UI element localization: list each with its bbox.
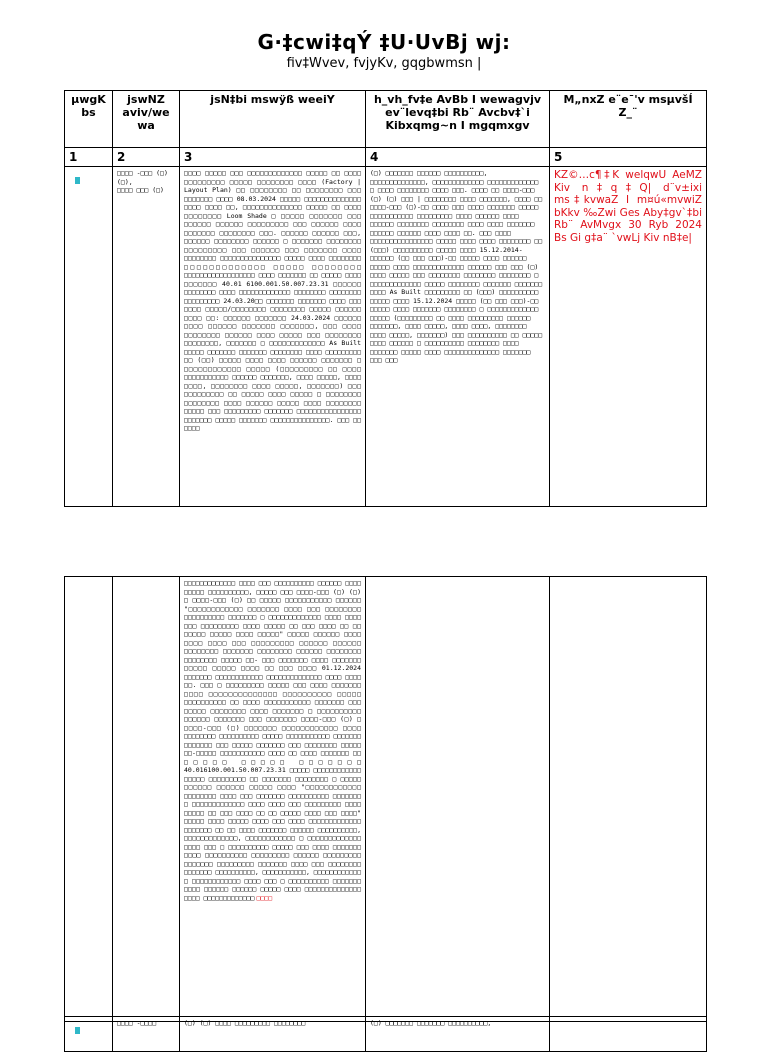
row2-section-cell bbox=[113, 577, 180, 1022]
page-subtitle: fiv‡Wvev, fvjyKv, gqgbwmsn | bbox=[286, 56, 482, 71]
row1-section-line2: □□□□ □□□ (□) bbox=[117, 186, 164, 194]
header-violation-description: jsN‡bi mswÿß weeiY bbox=[180, 91, 366, 148]
row3-section-cell bbox=[113, 1017, 180, 1052]
table-row bbox=[65, 1017, 707, 1052]
row2-description-cell bbox=[180, 577, 366, 1022]
row1-description-cell bbox=[180, 167, 366, 507]
row3-actions-text: (□) □□□□□□□ □□□□□□□ □□□□□□□□□□, bbox=[370, 1019, 492, 1027]
header-serial-number: µwgK bs bbox=[65, 91, 113, 148]
row1-section-cell bbox=[113, 167, 180, 507]
row3-description-cell bbox=[180, 1017, 366, 1052]
cursor-marker-icon bbox=[75, 1027, 80, 1034]
row1-section-line1: □□□□ -□□□ (□) (□), bbox=[117, 169, 168, 186]
column-number-2: 2 bbox=[113, 148, 180, 167]
row1-action-taken-cell bbox=[550, 167, 707, 507]
row2-actions-cell bbox=[366, 577, 550, 1022]
column-number-5: 5 bbox=[550, 148, 707, 167]
column-number-4: 4 bbox=[366, 148, 550, 167]
row1-description-text: □□□□ □□□□□ □□□ □□□□□□□□□□□□□ □□□□□ □□ □□□□ □□□□□□□□□ □□□□□ □□□□□□□□ □□□□ (Factory | Layout Plan) □□ □□□□□□□□ □□ □□□□□□□□ □□□ □□□□□□□ □□□□ 08.03.2024 □□□□□ □□□□□□□□□□□□□□ □□□□ □□□□ □□, □□□□□□□□□□□□□□ □□□□□ □□ □□□□ □□□□□□□□ Loom Shade □ □□□□□ □□□□□□□ □□□ □□□□□□ □□□□□□ □□□□□□□□□ □□□ □□□□□□ □□□□ □□□□□□□ □□□□□□□□ □□□. □□□□□□ □□□□□□ □□□, □□□□□□ □□□□□□□□ □□□□□□ □ □□□□□□□ □□□□□□□□ □□□□□□□□□ □□□ □□□□□□ □□□ □□□□□□□ □□□□ □□□□□□□□ □□□□□□□□□□□□□□□ □□□□□ □□□□ □□□□□□□□ □□□□□□□□□□□□□ □□□□□ □□□□□□□□ □□□□□□□□□□□□□□□□□□ □□□□ □□□□□□□ □□ □□□□□ □□□□ □□□□□□□ 40.01 6100.001.50.007.23.31 □□□□□□ □□□□□□□□ □□□□ □□□□□□□□□□□□□ □□□□□□□□ □□□□□□□□ □□□□□□□□□ 24.03.20□□ □□□□□□□ □□□□□□□ □□□□ □□□ □□□□ □□□□□/□□□□□□□□ □□□□□□□□ □□□□□ □□□□□□ □□□□ □□: □□□□□□ □□□□□□□ 24.03.2024 □□□□□□ □□□□ □□□□□□ □□□□□□□ □□□□□□□, □□□ □□□□ □□□□□□□□ □□□□□□ □□□□ □□□□□ □□□ □□□□□□□□ □□□□□□□□, □□□□□□□ □ □□□□□□□□□□□□□ As Built □□□□□ □□□□□□□ □□□□□□□ □□□□□□□□ □□□□ □□□□□□□□□ □□ (□□) □□□□□ □□□□ □□□□ □□□□□□ □□□□□□□ □ □□□□□□□□□□□□ □□□□□ (□□□□□□□□□ □□ □□□□ □□□□□□□□□□□ □□□□□□ □□□□□□□, □□□□ □□□□□, □□□□ □□□□, □□□□□□□□ □□□□ □□□□□, □□□□□□□) □□□ □□□□□□□□□ □□ □□□□□ □□□□ □□□□□ □ □□□□□□□□ □□□□□□□□ □□□□ □□□□□□ □□□□□ □□□□ □□□□□□□□ □□□□□ □□□ □□□□□□□□□ □□□□□□□ □□□□□□□□□□□□□□□□ □□□□□□□ □□□□□ □□□□□□□ □□□□□□□□□□□□□□□. □□□ □□ □□□□ bbox=[184, 169, 361, 432]
inspection-table bbox=[64, 90, 707, 507]
inspection-table-continued bbox=[64, 576, 707, 1022]
header-action-taken: M„nxZ e¨e¯'v msµvšÍ Z_¨ bbox=[550, 91, 707, 148]
header-required-actions: h_vh_fv‡e AvBb I wewagvjv ev¨levq‡bi Rb¨ Avcbv‡`i Kibxqmg~n I mgqmxgv bbox=[366, 91, 550, 148]
table-header-row bbox=[65, 91, 707, 148]
cursor-marker-icon bbox=[75, 177, 80, 184]
row1-serial-cell bbox=[65, 167, 113, 507]
row1-actions-text: (□) □□□□□□□ □□□□□□ □□□□□□□□□□, □□□□□□□□□□□□□□, □□□□□□□□□□□□□ □□□□□□□□□□□□□ □ □□□□ □□□□□□□□ □□□□ □□□. □□□□ □□ □□□□-□□□ (□) (□) □□□ | □□□□□□□□ □□□□ □□□□□□□, □□□□ □□ □□□□-□□□ (□)-□□ □□□□ □□□ □□□□ □□□□□□□ □□□□□ □□□□□□□□□□□ □□□□□□□□□ □□□□ □□□□□□ □□□□ □□□□□□ □□□□□□□□ □□□□□□□□ □□□□ □□□□ □□□□□□□ □□□□□□ □□□□□□ □□□□ □□□□ □□. □□□ □□□□ □□□□□□□□□□□□□□□□ □□□□□ □□□□ □□□□ □□□□□□□□ □□ (□□□) □□□□□□□□□□ □□□□□ □□□□ 15.12.2014-□□□□□□ (□□ □□□ □□□)-□□ □□□□□ □□□□ □□□□□□ □□□□□ □□□□ □□□□□□□□□□□□□ □□□□□□ □□□ □□□ (□) □□□□ □□□□□ □□□ □□□□□□□□ □□□□□□□□ □□□□□□□□ □ □□□□□□□□□□□□□ □□□□□ □□□□□□□□ □□□□□□□ □□□□□□□ □□□□ As Built □□□□□□□□□ □□ (□□□) □□□□□□□□□□ □□□□□ □□□□ 15.12.2024 □□□□□ (□□ □□□ □□□)-□□ □□□□□ □□□□ □□□□□□□ □□□□□□□□ □ □□□□□□□□□□□□□ □□□□□ (□□□□□□□□□ □□ □□□□ □□□□□□□□□ □□□□□□ □□□□□□□, □□□□ □□□□□, □□□□ □□□□, □□□□□□□□ □□□□ □□□□□, □□□□□□□) □□□ □□□□□□□□□□ □□ □□□□□ □□□□ □□□□□□ □ □□□□□□□□□□ □□□□□□□□ □□□□ □□□□□□□ □□□□□ □□□□ □□□□□□□□□□□□□□ □□□□□□□ □□□ □□□ bbox=[370, 169, 543, 364]
column-number-3: 3 bbox=[180, 148, 366, 167]
row3-serial-cell bbox=[65, 1017, 113, 1052]
table-row bbox=[65, 167, 707, 507]
column-number-1: 1 bbox=[65, 148, 113, 167]
row2-description-red-tail: □□□□ bbox=[256, 893, 273, 902]
row1-actions-cell bbox=[366, 167, 550, 507]
row3-section-text: □□□□ -□□□□ bbox=[117, 1019, 157, 1027]
row1-action-taken-text: KZ©…c¶‡K welqwU AeMZ Kiv n‡q‡Q| d¨v±ixi ms‡kvwaZ I m¤ú«mvwiZ bKkv ‰Zwi Ges Aby‡gv`‡bi Rb¨ AvMvgx 30 Ryb 2024 Bs Gi g‡a¨ `vwLj Kiv nB‡e| bbox=[554, 169, 702, 244]
page-title: G·‡cwi‡qÝ ‡U·UvBj wj: bbox=[257, 30, 511, 54]
row3-description-text: (□) (□) □□□□ □□□□□□□□□ □□□□□□□□ bbox=[184, 1019, 306, 1027]
table-row bbox=[65, 577, 707, 1022]
row2-action-taken-cell bbox=[550, 577, 707, 1022]
row3-actions-cell bbox=[366, 1017, 550, 1052]
inspection-table-next-page bbox=[64, 1016, 707, 1052]
row2-description-text: □□□□□□□□□□□□□ □□□□ □□□ □□□□□□□□□□ □□□□□□ □□□□ □□□□□ □□□□□□□□□□, □□□□□ □□□ □□□□-□□□ (□) (□) □ □□□□-□□□ (□) □□ □□□□□ □□□□□□□□□□□ □□□□□□ "□□□□□□□□□□□□ □□□□□□□ □□□□ □□□ □□□□□□□□ □□□□□□□□□□ □□□□□□□ □ □□□□□□□□□□□□□ □□□□ □□□□ □□□ □□□□□□□□□ □□□□ □□□□□ □□ □□□ □□□□ □□ □□ □□□□□ □□□□□ □□□□ □□□□□" □□□□□ □□□□□□ □□□□ □□□□ □□□□ □□□ □□□□□□□□□ □□□□□□ □□□□□□ □□□□□□□□ □□□□□□□ □□□□□□□□ □□□□□□ □□□□□□□□ □□□□□□□□ □□□□□ □□- □□□ □□□□□□□ □□□□ □□□□□□□ □□□□□ □□□□□ □□□□ □□ □□□ □□□□ 01.12.2024 □□□□□□□ □□□□□□□□□□□□ □□□□□□□□□□□□□□ □□□□ □□□□ □□. □□□ □ □□□□□□□□□ □□□□□ □□□ □□□□ □□□□□□□ □□□□ □□□□□□□□□□□□□□ □□□□□□□□□□ □□□□□ □□□□□□□□□□ □□ □□□□ □□□□□□□□□□□ □□□□□□□ □□□ □□□□□ □□□□□□□□ □□□□ □□□□□□□ □ □□□□□□□□□□ □□□□□□ □□□□□□□ □□□ □□□□□□□ □□□□-□□□ (□) □ □□□□-□□□ (□) □□□□□□□ □□□□□□□□□□□□ □□□□ □□□□□□□□ □□□□□□□□□□ □□□□□ □□□□□□□□□□□ □□□□□□□ □□□□□□□ □□□ □□□□□ □□□□□□□ □□□ □□□□□□□□ □□□□□ □□-□□□□□ □□□□□□□□□□□ □□□□ □□ □□□□ □□□□□□□ □□ □□□□□ □□□□□ □□□□□□□ 40.016100.001.50.007.23.31 □□□□□ □□□□□□□□□□□□ □□□□□ □□□□□□□□□ □□ □□□□□□□ □□□□□□□□ □ □□□□□ □□□□□□ □□□□□□ □□□□□ □□□□ "□□□□□□□□□□□□ □□□□□□□□ □□□□ □□□ □□□□□□□ □□□□□□□□□□ □□□□□□□ □ □□□□□□□□□□□□□ □□□□ □□□□ □□□ □□□□□□□□□ □□□□ □□□□□ □□ □□□ □□□□ □□ □□ □□□□□ □□□□ □□□ □□□□" □□□□□ □□□□ □□□□□ □□□□ □□□ □□□□ □□□□□□□□□□□□□ □□□□□□□ □□ □□ □□□□ □□□□□□□ □□□□□□ □□□□□□□□□□, □□□□□□□□□□□□□, □□□□□□□□□□□□ □ □□□□□□□□□□□□□ □□□□ □□□ □ □□□□□□□□□□ □□□□□ □□□ □□□□ □□□□□□□ □□□□ □□□□□□□□□□ □□□□□□□□□ □□□□□□ □□□□□□□□□ □□□□□□□ □□□□□□□□□ □□□□□□□ □□□□ □□□ □□□□□□□□ □□□□□□□ □□□□□□□□□□, □□□□□□□□□□□, □□□□□□□□□□□□ □ □□□□□□□□□□□□ □□□□ □□□ □ □□□□□□□□□□ □□□□□□□ □□□□ □□□□□□ □□□□□□ □□□□□ □□□□ □□□□□□□□□□□□□□ □□□□ □□□□□□□□□□□□□ bbox=[184, 579, 361, 902]
row2-serial-cell bbox=[65, 577, 113, 1022]
row3-action-taken-cell bbox=[550, 1017, 707, 1052]
column-number-row bbox=[65, 148, 707, 167]
header-violated-section: jswNZ aviv/we wa bbox=[113, 91, 180, 148]
